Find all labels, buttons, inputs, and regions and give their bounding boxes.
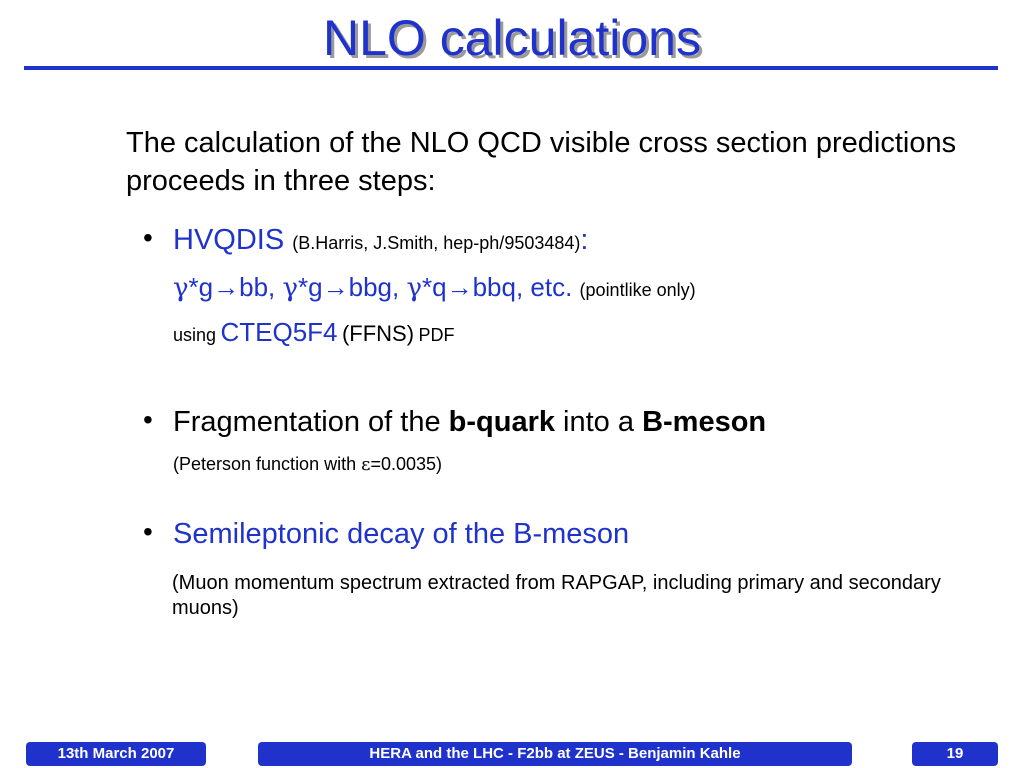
process-result: bbq, etc. <box>472 272 573 302</box>
fragmentation-text: into a <box>555 406 643 438</box>
gamma-symbol: γ <box>406 273 422 303</box>
hvqdis-label: HVQDIS <box>173 224 285 256</box>
peterson-note-value: =0.0035) <box>370 454 442 474</box>
hvqdis-reference: (B.Harris, J.Smith, hep-ph/9503484) <box>292 233 581 253</box>
pdf-label: PDF <box>418 325 455 345</box>
process-list <box>173 270 696 307</box>
footer-talk-title: HERA and the LHC - F2bb at ZEUS - Benjamin Kahle <box>258 742 852 766</box>
hvqdis-colon: : <box>580 224 589 256</box>
peterson-note <box>173 452 442 477</box>
pdf-set: CTEQ5F4 <box>220 317 338 347</box>
intro-text: The calculation of the NLO QCD visible cross section predictions proceeds in three steps: <box>126 127 957 197</box>
pdf-line <box>173 314 455 355</box>
b-meson-term: B-meson <box>642 406 767 438</box>
fragmentation-text: Fragmentation of the <box>173 406 449 438</box>
bullet-hvqdis <box>173 222 588 261</box>
process-result: bbg, <box>348 272 407 302</box>
arrow-symbol: → <box>213 272 240 302</box>
bullet-semileptonic: Semileptonic decay of the B-meson <box>173 518 630 550</box>
process-part: *g <box>298 272 323 302</box>
title-underline <box>24 66 998 70</box>
process-part: *q <box>422 272 447 302</box>
b-quark-term: b-quark <box>448 406 555 438</box>
pdf-scheme: (FFNS) <box>341 321 415 346</box>
gamma-symbol: γ <box>282 273 299 303</box>
footer-page-number: 19 <box>912 742 998 766</box>
gamma-symbol: γ <box>173 273 189 303</box>
epsilon-symbol: ε <box>361 454 371 475</box>
arrow-symbol: → <box>322 272 349 302</box>
arrow-symbol: → <box>446 272 473 302</box>
bullet-marker: • <box>143 404 153 435</box>
process-part: *g <box>188 272 214 302</box>
slide-title: NLO calculations <box>323 10 701 66</box>
pointlike-note: (pointlike only) <box>579 280 696 300</box>
peterson-note-text: (Peterson function with <box>173 454 362 474</box>
process-result: bb, <box>239 272 283 302</box>
bullet-marker: • <box>143 222 153 253</box>
bullet-marker: • <box>143 516 153 547</box>
using-label: using <box>173 325 217 345</box>
bullet-fragmentation <box>173 404 766 440</box>
footer-date: 13th March 2007 <box>26 742 206 766</box>
rapgap-note: (Muon momentum spectrum extracted from RAPGAP, including primary and secondary muons) <box>172 572 941 619</box>
